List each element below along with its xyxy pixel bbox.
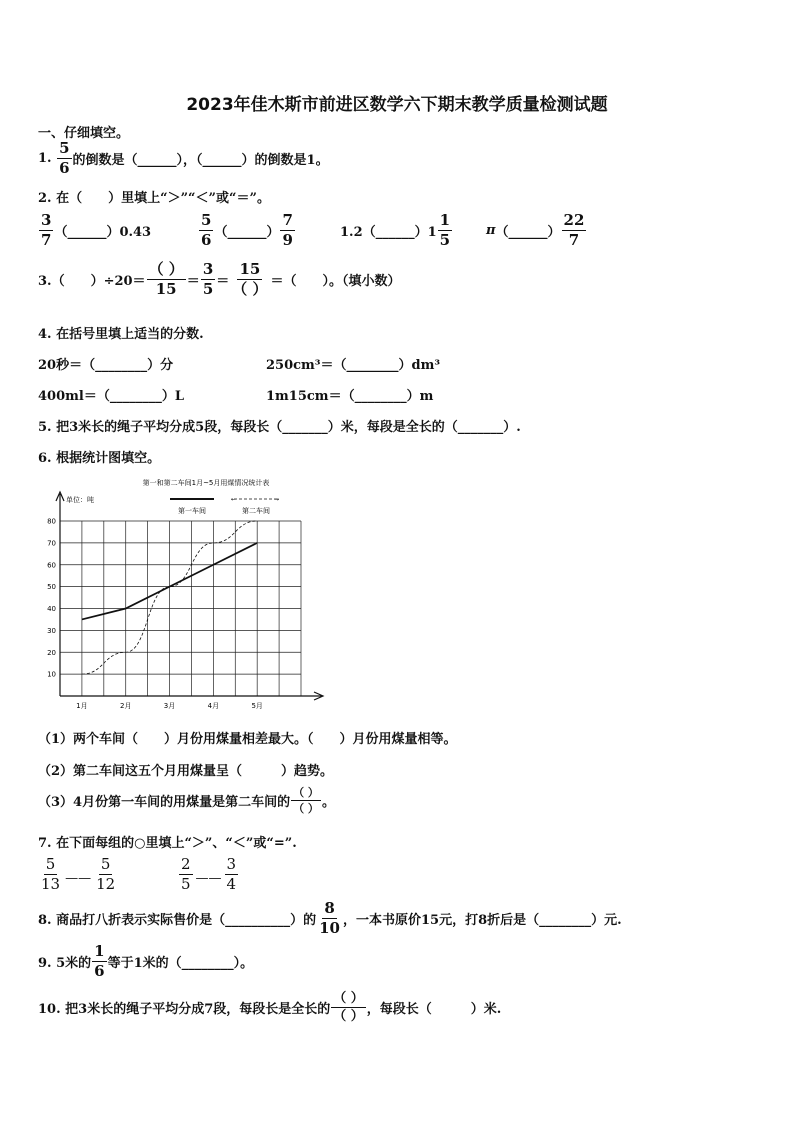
y-tick-label: 40 [47,605,56,613]
x-tick-label: 4月 [207,702,220,710]
q9-fraction [92,944,106,979]
denominator: 6 [201,231,212,249]
section-heading: 一、仔细填空。 [38,126,130,141]
denominator: 7 [568,231,580,249]
q2b-fraction-2 [280,213,294,248]
question-2: 2. 在（ ）里填上“＞”“＜”或“＝”。 [38,191,270,206]
question-1 [38,141,329,176]
q3-fraction-2 [201,262,215,297]
q2-item-d [486,213,587,248]
q1-text: 的倒数是（______），（______）的倒数是1。 [72,153,329,168]
denominator: 10 [319,919,340,937]
question-9 [38,944,253,979]
q10-text: 10. 把3米长的绳子平均分成7段，每段长是全长的 [38,1002,331,1017]
q2a-blank: （______）0.43 [54,225,152,240]
x-tick-label: 2月 [119,702,132,710]
denominator: 5 [439,231,451,249]
q2d-fraction [562,213,587,248]
numerator: 8 [324,899,335,917]
q3-equals: ＝ [216,274,230,289]
q6-sub-3 [38,787,335,814]
question-5: 5. 把3米长的绳子平均分成5段，每段长（_______）米，每段是全长的（_______）. [38,420,521,435]
q6-sub-2: （2）第二车间这五个月用煤量呈（ ）趋势。 [38,764,334,779]
denominator: （ ） [232,280,268,298]
denominator: 5 [202,280,214,298]
q2b-fraction-1 [199,213,213,248]
denominator: 13 [41,875,61,893]
pi-symbol: π [486,223,496,238]
q1-number: 1. [38,151,52,166]
q2-item-c [340,213,453,248]
denominator: 5 [181,875,191,893]
question-7: 7. 在下面每组的○里填上“＞”、“＜”或“=”. [38,836,297,851]
denominator: 12 [96,875,116,893]
q7b-circle-blank: —— [195,871,222,886]
numerator: 1 [439,211,451,229]
question-4: 4. 在括号里填上适当的分数. [38,327,204,342]
numerator: 5 [100,855,111,873]
numerator: 3 [202,260,214,278]
question-3 [38,262,401,297]
q7b-fraction-2 [225,857,239,892]
numerator: （ ） [293,786,319,799]
y-tick-label: 10 [47,670,56,679]
q2c-fraction [438,213,452,248]
legend-second-workshop: 第二车间 [242,507,270,515]
numerator: 5 [59,139,70,157]
question-10 [38,992,501,1023]
coal-usage-line-chart [38,474,338,720]
q6-3-suffix: 。 [321,795,335,810]
x-tick-label: 1月 [76,702,88,710]
numerator: 2 [181,855,191,873]
q3-suffix: ＝（ ）。（填小数） [270,274,401,289]
numerator: （ ） [333,991,364,1006]
y-tick-label: 20 [47,648,56,657]
numerator: 3 [226,855,237,873]
q9-text: 9. 5米的 [38,956,92,971]
x-tick-label: 5月 [251,702,263,710]
q10-suffix: ，每段长（ ）米. [366,1002,502,1017]
y-tick-label: 60 [47,561,56,570]
q7b-fraction-1 [179,857,193,892]
q9-suffix: 等于1米的（________）。 [107,956,254,971]
q2c-text: 1.2（______）1 [340,225,437,240]
question-6: 6. 根据统计图填空。 [38,451,161,466]
q3-fraction-1 [147,262,186,297]
legend-first-workshop: 第一车间 [178,507,206,515]
q7a-circle-blank: —— [65,871,92,886]
numerator: 5 [201,211,212,229]
denominator: 6 [59,159,70,177]
q3-equals: ＝ [186,274,200,289]
denominator: 7 [41,231,52,249]
q7-item-b [178,857,239,892]
y-tick-label: 70 [47,539,56,548]
chart-title: 第一和第二车间1月~5月用煤情况统计表 [142,479,270,487]
q2d-blank: （______） [495,225,561,240]
q7-item-a [38,857,118,892]
denominator: 4 [226,875,237,893]
q4-item-b: 250cm³＝（________）dm³ [266,358,441,373]
numerator: 5 [45,855,56,873]
numerator: 1 [94,942,105,960]
q7a-fraction-2 [94,857,117,892]
question-8 [38,901,622,936]
q4-item-d: 1m15cm＝（________）m [266,389,434,404]
q8-text: 8. 商品打八折表示实际售价是（__________）的 [38,913,317,928]
q2b-blank: （______） [214,225,280,240]
denominator: 9 [282,231,293,249]
q7a-fraction-1 [39,857,62,892]
y-tick-label: 30 [47,626,56,635]
q1-fraction [57,141,71,176]
y-tick-label: 50 [47,583,56,592]
numerator: （ ） [148,260,184,278]
q6-3-text: （3）4月份第一车间的用煤量是第二车间的 [38,795,291,810]
denominator: （ ） [333,1009,364,1024]
q6-sub-1: （1）两个车间（ ）月份用煤量相差最大。（ ）月份用煤量相等。 [38,732,457,747]
numerator: 7 [282,211,293,229]
q2-item-a [38,213,151,248]
q3-fraction-3 [230,262,269,297]
chart-unit-label: 单位：吨 [66,496,94,504]
legend-arrow-left: ← [231,496,237,503]
legend-arrow-right: → [274,496,280,503]
page-title: 2023年佳木斯市前进区数学六下期末教学质量检测试题 [186,95,608,115]
denominator: 15 [155,280,177,298]
q2a-fraction [39,213,53,248]
numerator: 15 [239,260,261,278]
denominator: 6 [94,962,105,980]
q3-prefix: 3.（ ）÷20＝ [38,274,146,289]
q2-item-b [198,213,296,248]
numerator: 22 [563,211,585,229]
numerator: 3 [41,211,52,229]
q10-fraction [331,992,366,1023]
q8-suffix: ，一本书原价15元，打8折后是（________）元. [342,913,622,928]
q4-item-a: 20秒＝（________）分 [38,358,174,373]
denominator: （ ） [293,802,319,815]
q8-fraction [317,901,342,936]
y-tick-label: 80 [47,517,56,526]
q6-3-fraction [291,787,321,814]
q4-item-c: 400ml＝（________）L [38,389,184,404]
x-tick-label: 3月 [163,702,176,710]
